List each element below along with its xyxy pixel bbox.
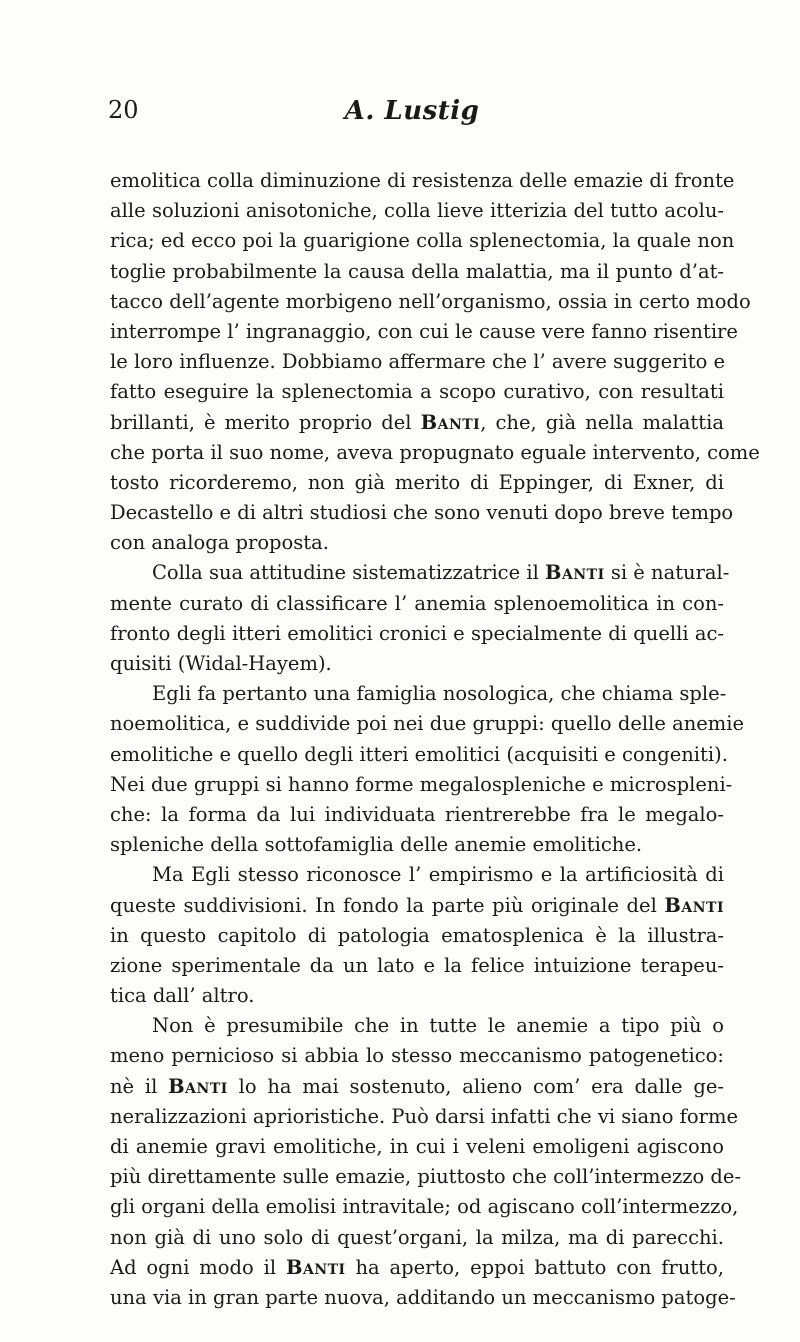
text-line: emolitica colla diminuzione di resistenza delle emazie di fronte [110,169,735,192]
text-line: tacco dell’agente morbigeno nell’organismo, ossia in certo modo [110,289,751,313]
text-line: fatto eseguire la splenectomia a scopo curativo, con resultati [110,380,724,404]
text-line: toglie probabilmente la causa della malattia, ma il punto d’at- [110,259,724,283]
text-line: non già di uno solo di quest’organi, la milza, ma di parecchi. [110,1225,724,1249]
text-line: Non è presumibile che in tutte le anemie a tipo più o [152,1014,724,1038]
text-line: zione sperimentale da un lato e la felice intuizione terapeu- [110,953,724,977]
text-line: alle soluzioni anisotoniche, colla lieve itterizia del tutto acolu- [110,199,724,223]
text-line: queste suddivisioni. In fondo la parte più originale del Banti [110,893,724,917]
body-text [110,166,760,1313]
paragraph [110,679,745,860]
text-line: rica; ed ecco poi la guarigione colla splenectomia, la quale non [110,229,735,253]
text-line: meno pernicioso si abbia lo stesso meccanismo patogenetico: [110,1044,724,1068]
text-line: brillanti, è merito proprio del Banti, che, già nella malattia [110,410,724,434]
running-head: A. Lustig [344,96,480,126]
text-line: le loro influenze. Dobbiamo affermare che l’ avere suggerito e [110,350,726,374]
text-line: che porta il suo nome, aveva propugnato eguale intervento, come [110,440,760,464]
text-line: di anemie gravi emolitiche, in cui i veleni emoligeni agiscono [110,1135,724,1158]
text-line: Ad ogni modo il Banti ha aperto, eppoi battuto con frutto, [110,1255,724,1279]
text-line: Colla sua attitudine sistematizzatrice il Banti si è natural- [152,561,730,585]
text-line: nè il Banti lo ha mai sostenuto, alieno com’ era dalle ge- [110,1074,724,1098]
text-line: una via in gran parte nuova, additando un meccanismo patoge- [110,1285,736,1309]
page-number: 20 [108,96,139,124]
text-line: noemolitica, e suddivide poi nei due gruppi: quello delle anemie [110,712,745,736]
text-line: mente curato di classificare l’ anemia splenoemolitica in con- [110,591,724,615]
text-line: spleniche della sottofamiglia delle anemie emolitiche. [110,833,643,857]
text-line: Ma Egli stesso riconosce l’ empirismo e la artificiosità di [152,863,724,887]
text-line: neralizzazioni aprioristiche. Può darsi infatti che vi siano forme [110,1104,738,1128]
text-line: Nei due gruppi si hanno forme megalospleniche e microspleni- [110,772,733,796]
text-line: gli organi della emolisi intravitale; od agiscano coll’intermezzo, [110,1195,739,1219]
text-line: fronto degli itteri emolitici cronici e specialmente di quelli ac- [110,621,724,645]
page-header [108,96,716,136]
paragraph [110,166,760,558]
text-line: quisiti (Widal-Hayem). [110,652,332,675]
text-line: tica dall’ altro. [110,984,255,1008]
text-line: che: la forma da lui individuata rientrerebbe fra le megalo- [110,802,724,826]
text-line: con analoga proposta. [110,531,329,555]
paragraph [110,1011,742,1313]
text-line: emolitiche e quello degli itteri emolitici (acquisiti e congeniti). [110,742,728,766]
text-line: Decastello e di altri studiosi che sono venuti dopo breve tempo [110,501,734,525]
text-line: più direttamente sulle emazie, piuttosto che coll’intermezzo de- [110,1165,742,1189]
paragraph [110,558,730,679]
text-line: in questo capitolo di patologia ematosplenica è la illustra- [110,923,724,947]
text-line: interrompe l’ ingranaggio, con cui le cause vere fanno risentire [110,319,738,343]
text-line: tosto ricorderemo, non già merito di Eppinger, di Exner, di [110,470,724,494]
text-line: Egli fa pertanto una famiglia nosologica, che chiama sple- [152,682,727,706]
paragraph [110,860,724,1011]
